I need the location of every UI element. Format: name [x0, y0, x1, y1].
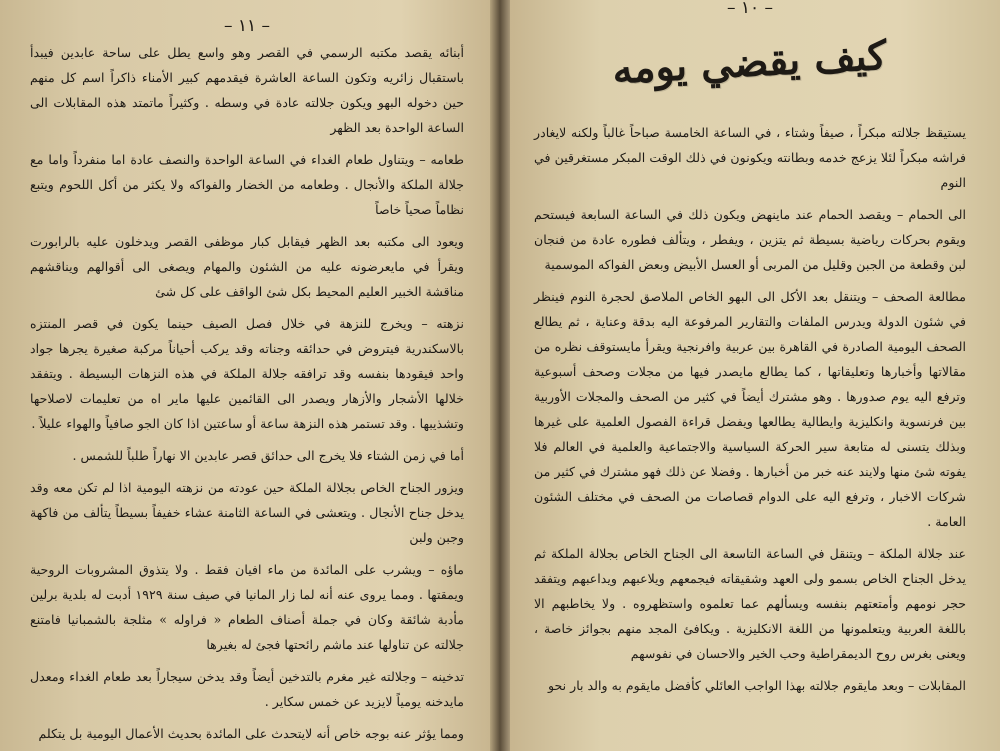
paragraph: يستيقظ جلالته مبكراً ، صيفاً وشتاء ، في الساعة الخامسة صباحاً غالباً ولكنه لايغادر فراشه مبكراً لئلا يزعج خدمه وبطانته ويكونون في ذلك الوقت المبكر مستغرقين في النوم — [534, 125, 966, 190]
paragraph: المقابلات – وبعد مايقوم جلالته بهذا الواجب العائلي كأفضل مايقوم به والد بار نحو — [547, 678, 966, 693]
paragraph: ويزور الجناح الخاص بجلالة الملكة حين عودته من نزهته اليومية اذا لم تكن معه وقد يدخل جناح الأنجال . ويتعشى في الساعة الثامنة عشاء خفيفاً بسيطاً يتألف من فاكهة وجبن ولبن — [30, 480, 464, 545]
paragraph: ويعود الى مكتبه بعد الظهر فيقابل كبار موظفى القصر ويدخلون عليه بالرابورت ويقرأ في مايعرضونه عليه من الشئون والمهام ويصغى الى أقوالهم ويناقشهم مناقشة الخبير العليم المحيط بكل شئ الواقف على كل شئ — [30, 234, 464, 299]
chapter-title: كيف يقضي يومه — [611, 31, 888, 94]
paragraph: ماؤه – ويشرب على المائدة من ماء افيان فقط . ولا يتذوق المشروبات الروحية ويمقتها . ومما يروى عنه أنه لما زار المانيا في صيف سنة ١٩٢٩ أدبت له بلدية برلين مأدبة شائقة وكان في جملة أصناف الطعام « فراوله » مثلجة بالشمبانيا فامتنع جلالته عن تناولها عند ماشم رائحتها فجئ له بغيرها — [30, 562, 464, 652]
page-number-right: – ١٠ – — [726, 0, 774, 18]
paragraph: طعامه – ويتناول طعام الغداء في الساعة الواحدة والنصف عادة اما منفرداً واما مع جلالة الملكة والأنجال . وطعامه من الخضار والفواكه ولا يكثر من أكل اللحوم ويتبع نظاماً صحياً خاصاً — [30, 152, 464, 217]
left-page — [0, 0, 490, 751]
paragraph: ومما يؤثر عنه بوجه خاص أنه لايتحدث على المائدة بحديث الأعمال اليومية بل يتكلم — [38, 726, 464, 741]
paragraph: الى الحمام – ويقصد الحمام عند ماينهض ويكون ذلك في الساعة السابعة فيستحم ويقوم بحركات رياضية بسيطة ثم يتزين ، ويفطر ، ويتألف فطوره عادة من فنجان لبن وقطعة من الجبن وقليل من المربى أو العسل الأبيض وبعض الفواكه الموسمية — [534, 207, 966, 272]
paragraph: مطالعة الصحف – ويتنقل بعد الأكل الى البهو الخاص الملاصق لحجرة النوم فينظر في شئون الدولة ويدرس الملفات والتقارير المرفوعة اليه بدقة وعناية ، ثم يطالع الصحف اليومية الصادرة في القاهرة بين عربية وافرنجية ويقرأ مايستوقف نظره من مقالاتها وأخبارها وتعليقاتها ، كما يطالع مايصدر فيها من مجلات وصحف أسبوعية وترفع اليه يوم صدورها . وهو مشترك أيضاً في كثير من الصحف والمجلات الأوربية بين فرنسوية وانكليزية وايطالية يطالعها ويفضل قراءة الفصول العلمية على غيرها وبذلك يتسنى له متابعة سير الحركة السياسية والاجتماعية والعلمية في العالم فلا يفوته شئ منها ولايند عنه خبر من أخبارها . وفضلا عن ذلك فهو مشترك في كثير من شركات الاخبار ، وترفع اليه على الدوام قصاصات من الصحف في مختلف الشئون العامة . — [534, 289, 966, 529]
paragraph: عند جلالة الملكة – ويتنقل في الساعة التاسعة الى الجناح الخاص بجلالة الملكة ثم يدخل الجناح الخاص بسمو ولى العهد وشقيقاته فيجمعهم ويلاعبهم ويداعبهم ويتفقد حجر نومهم وأمتعتهم بنفسه ويسألهم عما تعلموه واستظهروه . ولا يخاطبهم الا باللغة العربية ويتعلمونها من اللغة الانكليزية . ويكافئ المجد منهم بجوائز خاصة ، ويعنى بغرس روح الديمقراطية وحب الخير والاحسان في نفوسهم — [534, 546, 966, 661]
paragraph: تدخينه – وجلالته غير مغرم بالتدخين أيضاً وقد يدخن سيجاراً بعد طعام الغداء ومعدل مايدخنه يومياً لايزيد عن خمس سكاير . — [30, 669, 464, 709]
page-number-left: – ١١ – — [223, 16, 271, 36]
right-page — [510, 0, 1000, 751]
paragraph: نزهته – ويخرج للنزهة في خلال فصل الصيف حينما يكون في قصر المنتزه بالاسكندرية فيتروض في حدائقه وجناته وقد يركب أحياناً مركبة صغيرة يجرها جواد واحد فيقودها بنفسه وقد ترافقه جلالة الملكة في هذه النزهات البسيطة . ويتفقد خلالها الأشجار والأزهار ويصدر الى القائمين عليها ماير اه من تعليمات لاصلاحها وتشذيبها . وقد تستمر هذه النزهة ساعة أو ساعتين اذا كان الجو صافياً والهواء عليلاً . — [30, 316, 464, 431]
book-gutter — [490, 0, 510, 751]
paragraph: أبنائه يقصد مكتبه الرسمي في القصر وهو واسع يطل على ساحة عابدين فيبدأ باستقبال زائريه وتكون الساعة العاشرة فيقدمهم كبير الأمناء ذاكراً اسم كل منهم حين دخوله البهو ويكون جلالته عادة في وسطه . وكثيراً ماتمتد هذه المقابلات الى الساعة الواحدة بعد الظهر — [30, 45, 464, 135]
paragraph: أما في زمن الشتاء فلا يخرج الى حدائق قصر عابدين الا نهاراً طلباً للشمس . — [72, 448, 464, 463]
